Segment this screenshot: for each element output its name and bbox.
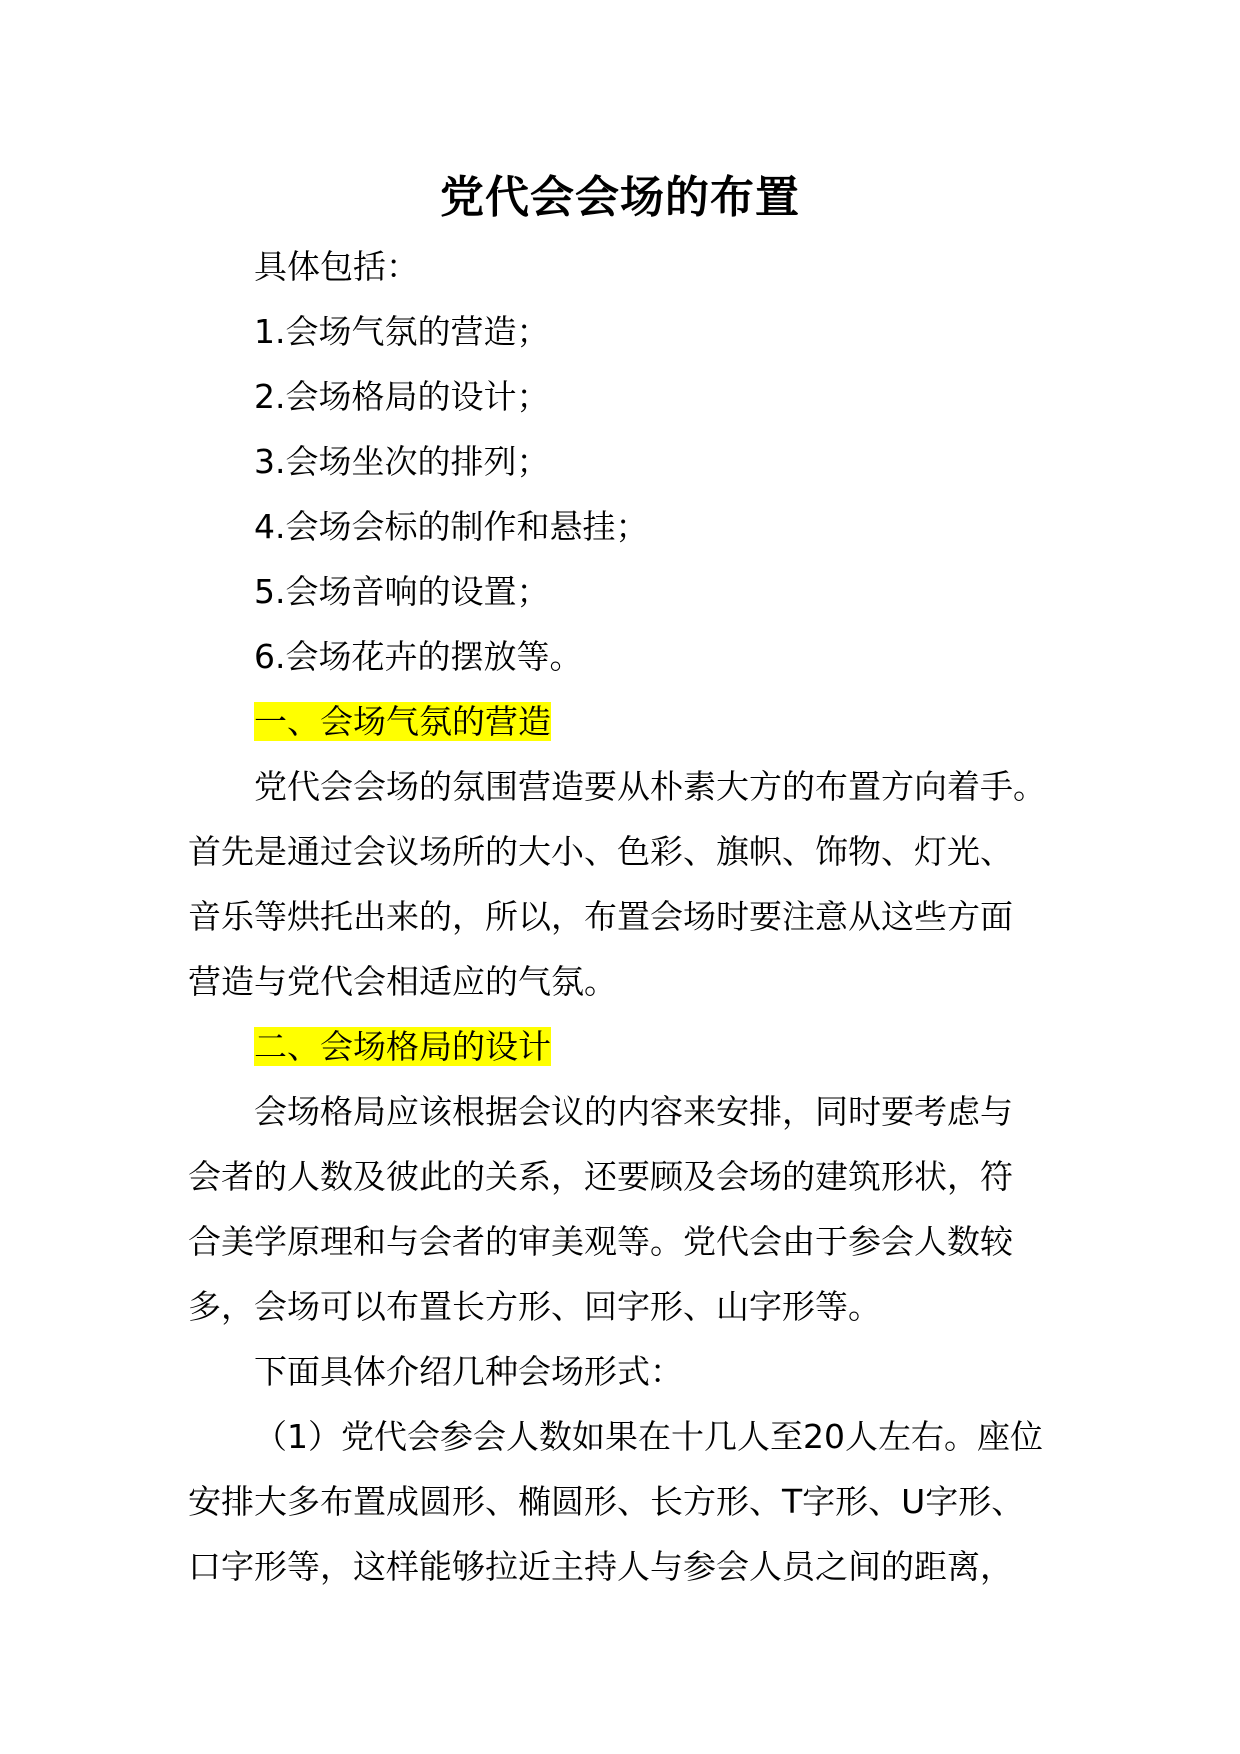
paragraph-line — [188, 1469, 1064, 1534]
intro-line — [188, 234, 1064, 299]
list-item — [188, 429, 1064, 494]
highlighted-heading-text: 二、会场格局的设计 — [254, 1027, 551, 1066]
line-text: 会者的人数及彼此的关系，还要顾及会场的建筑形状，符 — [188, 1157, 1013, 1196]
paragraph-line — [188, 754, 1064, 819]
line-text: （1）党代会参会人数如果在十几人至20人左右。座位 — [254, 1417, 1043, 1456]
list-item — [188, 494, 1064, 559]
highlighted-heading-text: 一、会场气氛的营造 — [254, 702, 551, 741]
line-text: 3.会场坐次的排列； — [254, 442, 550, 481]
list-item — [188, 559, 1064, 624]
document-title: 党代会会场的布置 — [440, 172, 800, 223]
section-heading — [188, 1014, 1064, 1079]
paragraph-line — [188, 1079, 1064, 1144]
line-text: 多，会场可以布置长方形、回字形、山字形等。 — [188, 1287, 881, 1326]
line-text: 6.会场花卉的摆放等。 — [254, 637, 583, 676]
line-text: 1.会场气氛的营造； — [254, 312, 550, 351]
line-text: 安排大多布置成圆形、椭圆形、长方形、T字形、U字形、 — [188, 1482, 1025, 1521]
paragraph-line — [188, 1209, 1064, 1274]
line-text: 会场格局应该根据会议的内容来安排，同时要考虑与 — [254, 1092, 1013, 1131]
line-text: 4.会场会标的制作和悬挂； — [254, 507, 649, 546]
paragraph-line — [188, 1534, 1064, 1599]
paragraph-line — [188, 1404, 1064, 1469]
line-text: 合美学原理和与会者的审美观等。党代会由于参会人数较 — [188, 1222, 1013, 1261]
line-text: 下面具体介绍几种会场形式： — [254, 1352, 683, 1391]
paragraph-line — [188, 1144, 1064, 1209]
line-text: 5.会场音响的设置； — [254, 572, 550, 611]
paragraph-line — [188, 884, 1064, 949]
paragraph-line — [188, 819, 1064, 884]
list-item — [188, 364, 1064, 429]
document-body — [188, 234, 1064, 1599]
line-text: 2.会场格局的设计； — [254, 377, 550, 416]
paragraph-line — [188, 1274, 1064, 1339]
section-heading — [188, 689, 1064, 754]
paragraph-line — [188, 1339, 1064, 1404]
line-text: 首先是通过会议场所的大小、色彩、旗帜、饰物、灯光、 — [188, 832, 1013, 871]
line-text: 口字形等，这样能够拉近主持人与参会人员之间的距离， — [188, 1547, 1013, 1586]
line-text: 党代会会场的氛围营造要从朴素大方的布置方向着手。 — [254, 767, 1046, 806]
line-text: 音乐等烘托出来的，所以，布置会场时要注意从这些方面 — [188, 897, 1013, 936]
list-item — [188, 624, 1064, 689]
paragraph-line — [188, 949, 1064, 1014]
line-text: 营造与党代会相适应的气氛。 — [188, 962, 617, 1001]
line-text: 具体包括： — [254, 247, 419, 286]
list-item — [188, 299, 1064, 364]
